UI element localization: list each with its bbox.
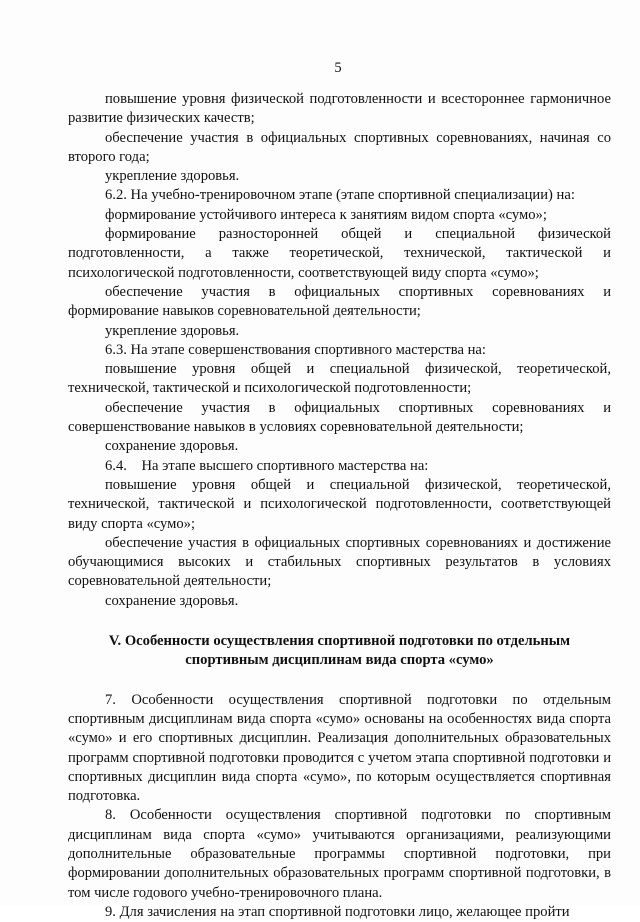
document-body	[68, 90, 611, 922]
paragraph: 6.2. На учебно-тренировочном этапе (этапе спортивной специализации) на:	[105, 187, 575, 204]
paragraph: обеспечение участия в официальных спортивных соревнованиях и формирование навыков соревновательной деятельности;	[68, 283, 611, 320]
section-heading	[68, 632, 611, 671]
paragraph: сохранение здоровья.	[105, 438, 239, 455]
section-heading-line: V. Особенности осуществления спортивной подготовки по отдельным	[108, 633, 571, 650]
paragraph: 7. Особенности осуществления спортивной подготовки по отдельным спортивным дисциплинам вида спорта «сумо» основаны на особенностях вида спорта «сумо» и его спортивных дисциплин. Реализация дополнительных образовательных программ спортивной подготовки проводится с учетом этапа спортивной подготовки и спортивных дисциплин вида спорта «сумо», по которым осуществляется спортивная подготовка.	[68, 691, 611, 805]
page-number: 5	[334, 60, 342, 76]
paragraph: обеспечение участия в официальных спортивных соревнованиях и совершенствование навыков в условиях соревновательной деятельности;	[68, 399, 611, 436]
paragraph: 6.3. На этапе совершенствования спортивного мастерства на:	[105, 341, 486, 358]
paragraph: укрепление здоровья.	[105, 322, 240, 339]
paragraph: укрепление здоровья.	[105, 168, 240, 185]
section-heading-line: спортивным дисциплинам вида спорта «сумо»	[185, 652, 494, 669]
paragraph: обеспечение участия в официальных спортивных соревнованиях, начиная со второго года;	[68, 129, 611, 165]
paragraph: формирование разносторонней общей и специальной физической подготовленности, а также теоретической, технической, тактической и психологической подготовленности, соответствующей виду спорта «сумо»;	[68, 226, 611, 281]
paragraph: сохранение здоровья.	[105, 592, 239, 609]
paragraph: повышение уровня общей и специальной физической, теоретической, технической, тактической и психологической подготовленности, соответствующей виду спорта «сумо»;	[68, 476, 611, 532]
paragraph: формирование устойчивого интереса к занятиям видом спорта «сумо»;	[105, 206, 547, 223]
paragraph: повышение уровня общей и специальной физической, теоретической, технической, тактической и психологической подготовленности;	[68, 361, 611, 397]
paragraph: 8. Особенности осуществления спортивной подготовки по спортивным дисциплинам вида спорта «сумо» учитываются организациями, реализующими дополнительные образовательные программы спортивной подготовки, при формировании дополнительных образовательных программ спортивной подготовки, в том числе годового учебно-тренировочного плана.	[68, 807, 611, 901]
paragraph: обеспечение участия в официальных спортивных соревнованиях и достижение обучающимися высоких и стабильных спортивных результатов в условиях соревновательной деятельности;	[68, 534, 611, 590]
paragraph: 6.4. На этапе высшего спортивного мастерства на:	[105, 457, 429, 474]
paragraph: повышение уровня физической подготовленности и всестороннее гармоничное развитие физических качеств;	[68, 91, 611, 127]
paragraph: 9. Для зачисления на этап спортивной подготовки лицо, желающее пройти	[105, 903, 570, 920]
